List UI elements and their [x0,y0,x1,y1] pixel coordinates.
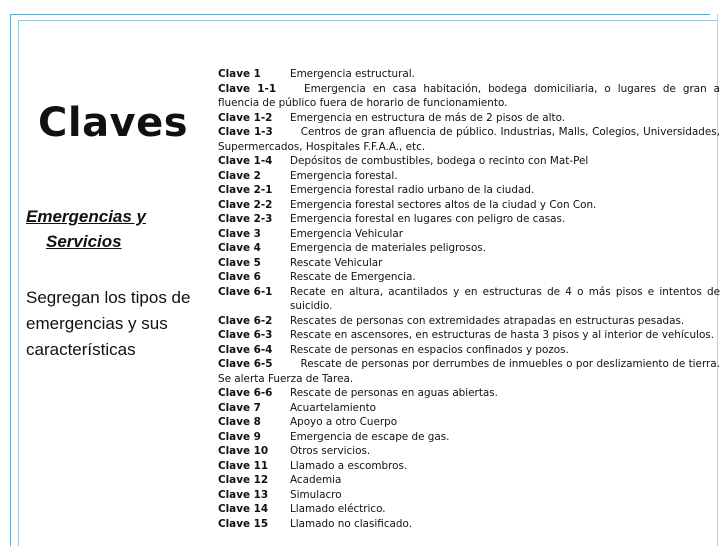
slide-description [26,285,201,363]
code-row [218,415,720,430]
code-key: Clave 6-4 [218,343,273,356]
code-description: Emergencia en casa habitación, bodega domiciliaria, o lugares de gran a fluencia de público fuera de horario de funcionamiento. [218,82,720,109]
frame-line-left [10,14,11,546]
code-description: Recate en altura, acantilados y en estructuras de 4 o más pisos e intentos de suicidio. [290,285,720,312]
code-key: Clave 10 [218,445,269,457]
code-key: Clave 15 [218,517,269,530]
subtitle-line-2: Servicios [46,232,122,251]
code-row [218,357,720,386]
code-description: Depósitos de combustibles, bodega o recinto con Mat-Pel [290,155,589,167]
code-description: Rescate de personas en aguas abiertas. [290,387,498,399]
code-row [218,154,720,169]
code-key: Clave 3 [218,227,261,240]
code-description: Academia [290,474,342,486]
code-description: Emergencia de escape de gas. [290,430,450,443]
code-row [218,256,720,271]
code-key: Clave 6-5 [218,358,273,370]
code-key: Clave 1-2 [218,111,273,124]
code-key: Clave 6-6 [218,387,273,399]
code-row [218,270,720,285]
code-key: Clave 2 [218,169,261,182]
code-key: Clave 12 [218,474,269,486]
code-description: Simulacro [290,488,342,501]
code-key: Clave 2-1 [218,184,273,196]
code-description: Centros de gran afluencia de público. Industrias, Malls, Colegios, Universidades, Supermercados, Hospitales F.F.A.A., etc. [218,126,720,153]
slide-title: Claves [38,100,189,146]
code-row [218,517,720,532]
code-row [218,285,720,314]
code-key: Clave 8 [218,416,261,428]
code-description: Emergencia forestal. [290,169,398,182]
code-description: Rescate Vehicular [290,256,383,269]
code-key: Clave 6 [218,271,261,283]
code-row [218,459,720,474]
code-key: Clave 2-2 [218,198,273,211]
code-description: Acuartelamiento [290,401,377,414]
code-row [218,488,720,503]
code-description: Rescate de Emergencia. [290,271,416,283]
code-key: Clave 4 [218,242,261,254]
slide-subtitle [26,204,146,254]
code-row [218,111,720,126]
code-description: Emergencia estructural. [290,68,415,80]
code-row [218,444,720,459]
code-description: Llamado a escombros. [290,459,408,472]
description-line-3: características [26,340,136,359]
code-key: Clave 1-3 [218,126,273,138]
code-description: Llamado eléctrico. [290,503,386,515]
code-key: Clave 7 [218,401,261,414]
code-row [218,227,720,242]
code-row [218,125,720,154]
codes-list [218,67,720,531]
code-row [218,502,720,517]
description-line-2: emergencias y sus [26,314,168,333]
code-key: Clave 6-2 [218,314,273,327]
code-key: Clave 11 [218,459,269,472]
code-key: Clave 9 [218,430,261,443]
code-key: Clave 13 [218,488,269,501]
code-description: Otros servicios. [290,445,371,457]
code-row [218,212,720,227]
frame-line-top-inner [18,20,718,21]
code-description: Emergencia Vehicular [290,227,404,240]
code-row [218,473,720,488]
code-key: Clave 1-4 [218,155,273,167]
code-row [218,198,720,213]
code-key: Clave 1-1 [218,82,277,95]
code-description: Rescates de personas con extremidades atrapadas en estructuras pesadas. [290,314,685,327]
code-description: Emergencia en estructura de más de 2 pisos de alto. [290,111,566,124]
code-row [218,343,720,358]
code-description: Rescate de personas por derrumbes de inmuebles o por deslizamiento de tierra. Se alerta Fuerza de Tarea. [218,358,720,385]
code-description: Emergencia forestal en lugares con peligro de casas. [290,213,566,225]
description-line-1: Segregan los tipos de [26,288,191,307]
code-key: Clave 2-3 [218,213,273,225]
frame-line-left-inner [18,20,19,546]
code-row [218,241,720,256]
code-description: Rescate de personas en espacios confinados y pozos. [290,343,569,356]
code-row [218,401,720,416]
code-row [218,328,720,343]
code-key: Clave 6-1 [218,285,273,298]
code-description: Emergencia forestal sectores altos de la ciudad y Con Con. [290,198,597,211]
code-row [218,169,720,184]
code-row [218,67,720,82]
code-row [218,314,720,329]
code-key: Clave 14 [218,503,269,515]
code-row [218,183,720,198]
code-key: Clave 1 [218,68,261,80]
code-description: Emergencia forestal radio urbano de la ciudad. [290,184,535,196]
subtitle-line-1: Emergencias y [26,207,147,226]
frame-line-top [10,14,710,15]
code-description: Rescate en ascensores, en estructuras de hasta 3 pisos y al interior de vehículos. [290,329,715,341]
code-description: Llamado no clasificado. [290,517,412,530]
code-description: Emergencia de materiales peligrosos. [290,242,487,254]
code-row [218,430,720,445]
code-description: Apoyo a otro Cuerpo [290,416,398,428]
code-key: Clave 5 [218,256,261,269]
code-key: Clave 6-3 [218,329,273,341]
code-row [218,82,720,111]
code-row [218,386,720,401]
